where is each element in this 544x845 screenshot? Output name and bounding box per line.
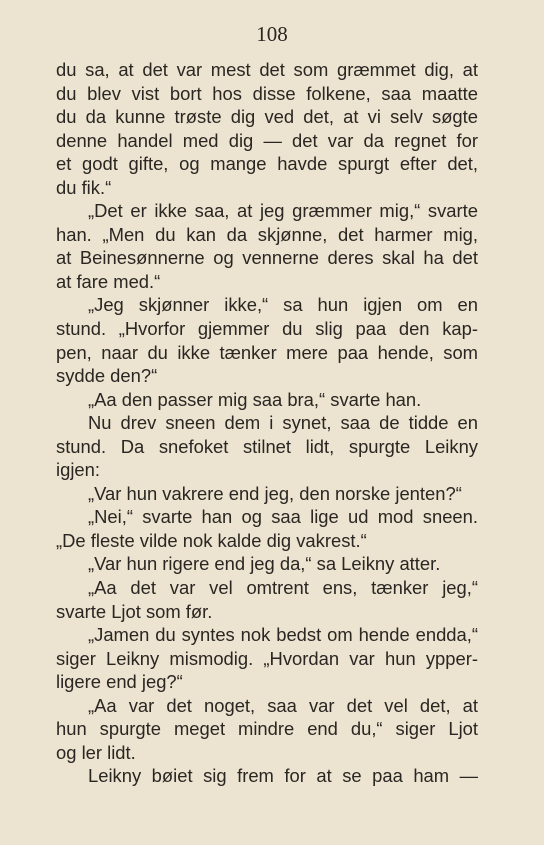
text-line: Nu drev sneen dem i synet, saa de tidde en (88, 412, 478, 434)
text-line: stund. „Hvorfor gjemmer du slig paa den kap- (56, 318, 478, 340)
body-text (56, 58, 478, 788)
text-line: „Det er ikke saa, at jeg græmmer mig,“ svarte (88, 200, 478, 222)
text-line: „Jeg skjønner ikke,“ sa hun igjen om en (88, 294, 478, 316)
text-line: svarte Ljot som før. (56, 600, 213, 622)
text-line: et godt gifte, og mange havde spurgt efter det, (56, 153, 478, 175)
text-line: siger Leikny mismodig. „Hvordan var hun ypper- (56, 647, 478, 669)
text-line: du fik.“ (56, 176, 112, 198)
text-line: du blev vist bort hos disse folkene, saa maatte (56, 82, 478, 104)
text-line: „Aa det var vel omtrent ens, tænker jeg,“ (88, 577, 478, 599)
text-line: og ler lidt. (56, 741, 136, 763)
text-line: „Aa var det noget, saa var det vel det, at (88, 694, 478, 716)
page-number: 108 (256, 22, 288, 46)
text-line: igjen: (56, 459, 100, 481)
text-line: „Var hun vakrere end jeg, den norske jenten?“ (88, 482, 462, 504)
text-line: „Var hun rigere end jeg da,“ sa Leikny atter. (88, 553, 441, 575)
text-line: ligere end jeg?“ (56, 671, 183, 693)
text-line: „Aa den passer mig saa bra,“ svarte han. (88, 388, 422, 410)
text-line: denne handel med dig — det var da regnet for (56, 129, 478, 151)
text-line: „De fleste vilde nok kalde dig vakrest.“ (56, 529, 367, 551)
text-line: han. „Men du kan da skjønne, det harmer mig, (56, 223, 478, 245)
text-line: Leikny bøiet sig frem for at se paa ham — (88, 765, 478, 787)
text-line: du da kunne trøste dig ved det, at vi selv søgte (56, 106, 478, 128)
text-line: du sa, at det var mest det som græmmet dig, at (56, 59, 478, 80)
text-line: sydde den?“ (56, 365, 158, 387)
text-line: at fare med.“ (56, 270, 161, 292)
text-line: hun spurgte meget mindre end du,“ siger Ljot (56, 718, 478, 740)
text-line: at Beinesønnerne og vennerne deres skal ha det (56, 247, 478, 269)
text-line: „Jamen du syntes nok bedst om hende endda,“ (88, 624, 478, 646)
text-line: pen, naar du ikke tænker mere paa hende, som (56, 341, 478, 363)
text-line: stund. Da snefoket stilnet lidt, spurgte Leikny (56, 435, 478, 457)
text-line: „Nei,“ svarte han og saa lige ud mod sneen. (88, 506, 478, 528)
